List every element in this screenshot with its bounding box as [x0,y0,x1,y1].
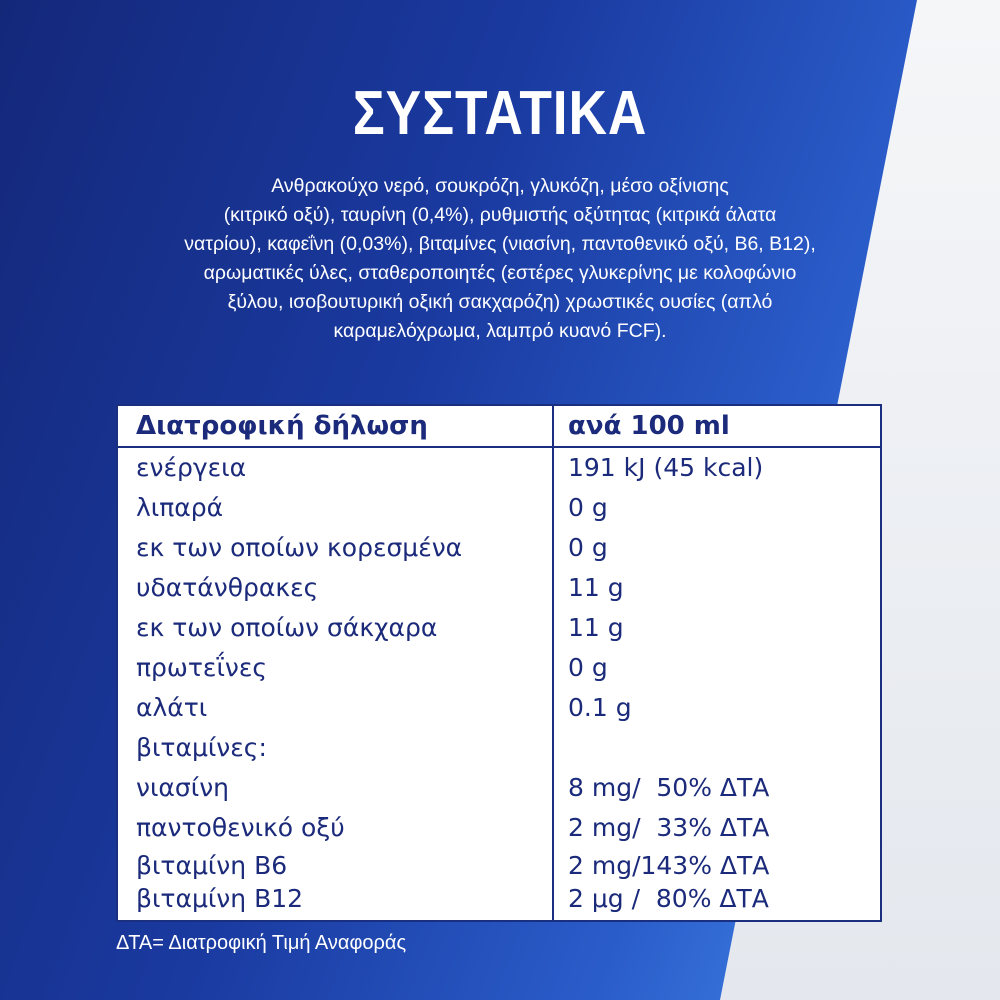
row-value: 0 g [568,493,608,522]
row-value: 8 mg/ 50% ΔΤΑ [568,773,770,802]
row-label: νιασίνη [136,773,230,802]
table-row [118,573,880,611]
row-value: 0 g [568,653,608,682]
footnote: ΔΤΑ= Διατροφική Τιμή Αναφοράς [116,932,407,954]
row-value: 2 mg/ 33% ΔΤΑ [568,813,770,842]
header-label: Διατροφική δήλωση [136,411,428,441]
row-label: αλάτι [136,693,208,722]
row-value: 2 mg/143% ΔΤΑ [568,851,770,880]
row-label: ενέργεια [136,453,247,482]
row-label: λιπαρά [136,493,224,522]
ingredients-line: Ανθρακούχο νερό, σουκρόζη, γλυκόζη, μέσο οξίνισης [271,175,729,197]
ingredients-line: (κιτρικό οξύ), ταυρίνη (0,4%), ρυθμιστής οξύτητας (κιτρικά άλατα [223,204,777,226]
row-value: 2 μg / 80% ΔΤΑ [568,884,769,913]
table-row [118,613,880,651]
ingredients-line: νατρίου), καφεΐνη (0,03%), βιταμίνες (νιασίνη, παντοθενικό οξύ, B6, B12), [184,233,816,255]
table-row [118,693,880,731]
table-row [118,733,880,771]
row-label: εκ των οποίων σάκχαρα [136,613,438,642]
row-label: εκ των οποίων κορεσμένα [136,533,463,562]
row-value: 0.1 g [568,693,632,722]
table-row [118,884,880,922]
table-row [118,773,880,811]
header-underline [118,446,880,448]
table-row [118,493,880,531]
page-title: ΣΥΣΤΑΤΙΚΑ [352,79,648,148]
header-value: ανά 100 ml [568,411,730,441]
ingredients-text [170,172,830,346]
row-label: υδατάνθρακες [136,573,319,602]
table-row [118,653,880,691]
ingredients-line: αρωματικές ύλες, σταθεροποιητές (εστέρες γλυκερίνης με κολοφώνιο [203,262,797,284]
row-value: 191 kJ (45 kcal) [568,453,764,482]
row-value: 11 g [568,613,624,642]
row-label: βιταμίνη B6 [136,851,288,880]
row-label: παντοθενικό οξύ [136,813,345,842]
table-row [118,813,880,851]
row-label: πρωτεΐνες [136,653,268,682]
ingredients-line: καραμελόχρωμα, λαμπρό κυανό FCF). [333,320,667,342]
ingredients-line: ξύλου, ισοβουτυρική οξική σακχαρόζη) χρωστικές ουσίες (απλό [227,291,773,313]
table-row [118,533,880,571]
table-row [118,453,880,491]
row-value: 0 g [568,533,608,562]
row-value: 11 g [568,573,624,602]
row-label: βιταμίνες: [136,733,267,762]
nutrition-table [116,404,882,922]
row-label: βιταμίνη B12 [136,884,304,913]
